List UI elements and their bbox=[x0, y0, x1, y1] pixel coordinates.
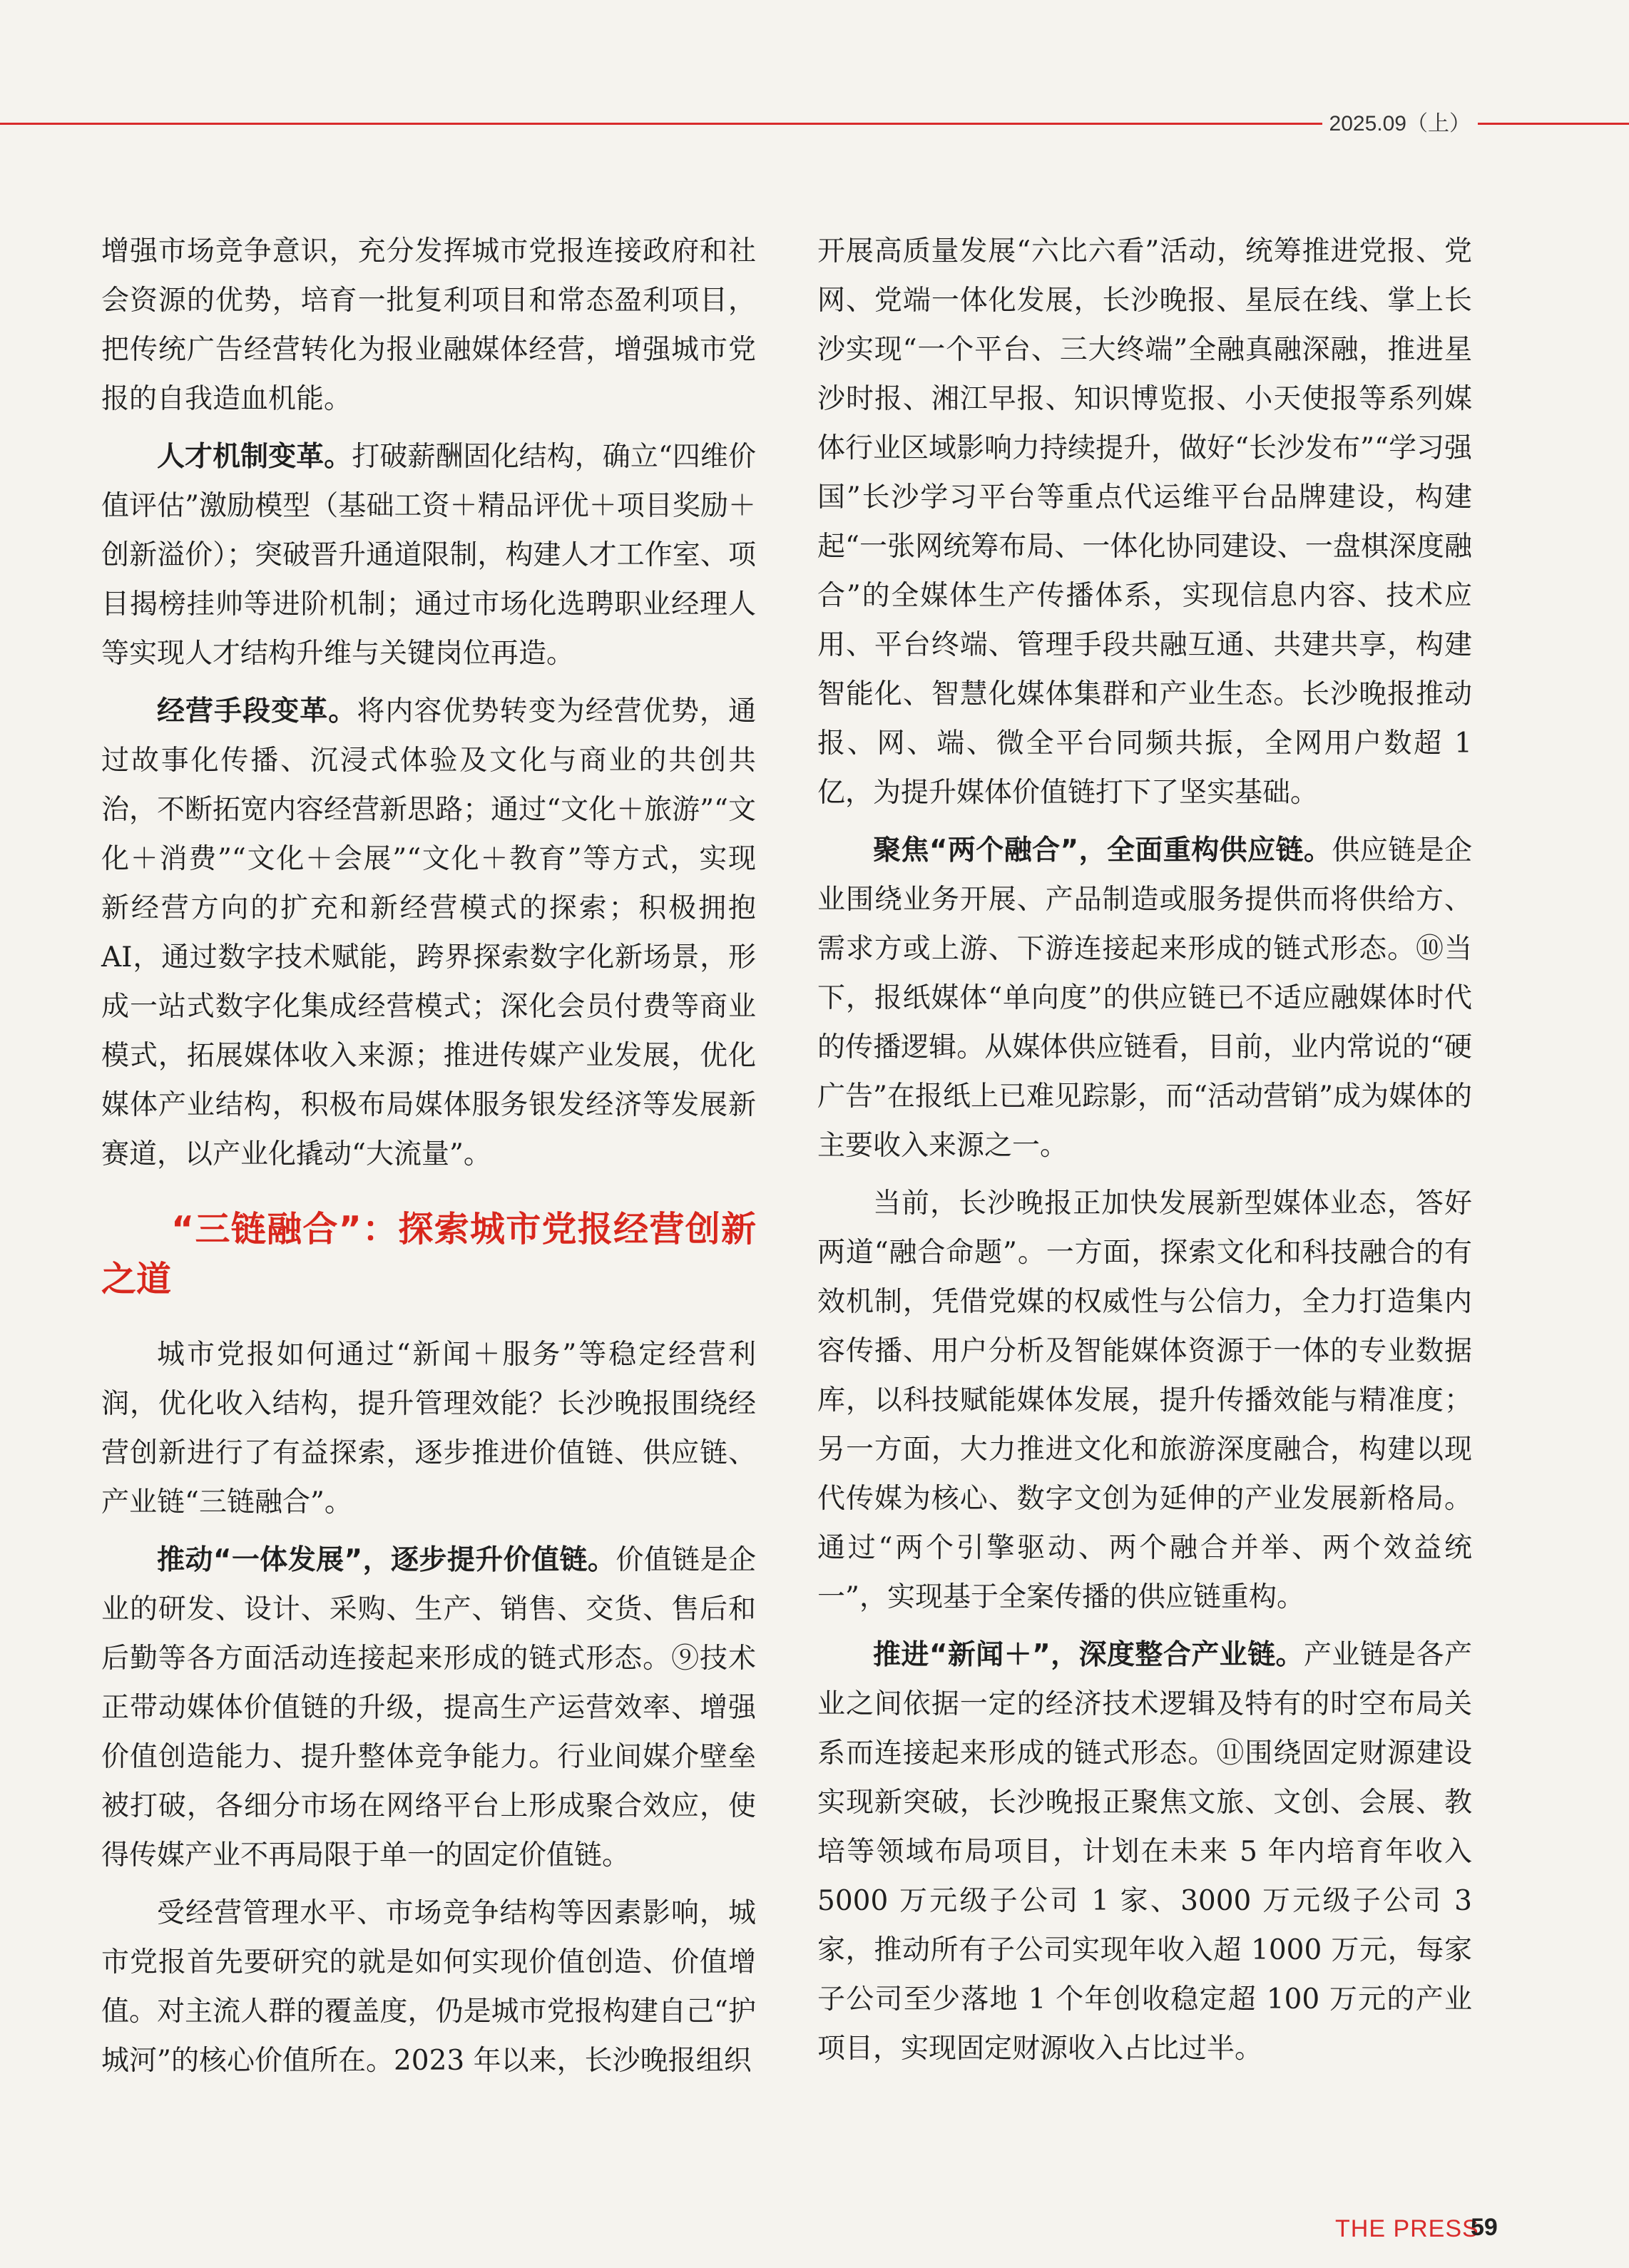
paragraph-lead: 经营手段变革。 bbox=[157, 695, 357, 727]
paragraph: 开展高质量发展“六比六看”活动，统筹推进党报、党网、党端一体化发展，长沙晚报、星辰在线、掌上长沙实现“一个平台、三大终端”全融真融深融，推进星沙时报、湘江早报、知识博览报、小天使报等系列媒体行业区域影响力持续提升，做好“长沙发布”“学习强国”长沙学习平台等重点代运维平台品牌建设，构建起“一张网统筹布局、一体化协同建设、一盘棋深度融合”的全媒体生产传播体系，实现信息内容、技术应用、平台终端、管理手段共融互通、共建共享，构建智能化、智慧化媒体集群和产业生态。长沙晚报推动报、网、端、微全平台同频共振，全网用户数超 1 亿，为提升媒体价值链打下了坚实基础。 bbox=[817, 235, 1472, 809]
issue-date: 2025.09（上） bbox=[1322, 106, 1478, 137]
paragraph: 增强市场竞争意识，充分发挥城市党报连接政府和社会资源的优势，培育一批复利项目和常态盈利项目，把传统广告经营转化为报业融媒体经营，增强城市党报的自我造血机能。 bbox=[101, 235, 756, 415]
paragraph-lead: 人才机制变革。 bbox=[157, 441, 352, 473]
paragraph: 人才机制变革。打破薪酬固化结构，确立“四维价值评估”激励模型（基础工资＋精品评优＋项目奖励＋创新溢价）；突破晋升通道限制，构建人才工作室、项目揭榜挂帅等进阶机制；通过市场化选聘职业经理人等实现人才结构升维与关键岗位再造。 bbox=[101, 441, 756, 670]
left-column bbox=[101, 227, 756, 2094]
footer-brand: THE PRESS bbox=[1335, 2215, 1479, 2242]
paragraph: 当前，长沙晚报正加快发展新型媒体业态，答好两道“融合命题”。一方面，探索文化和科技融合的有效机制，凭借党媒的权威性与公信力，全力打造集内容传播、用户分析及智能媒体资源于一体的专业数据库，以科技赋能媒体发展，提升传播效能与精准度；另一方面，大力推进文化和旅游深度融合，构建以现代传媒为核心、数字文创为延伸的产业发展新格局。通过“两个引擎驱动、两个融合并举、两个效益统一”，实现基于全案传播的供应链重构。 bbox=[817, 1187, 1472, 1613]
paragraph: 推动“一体发展”，逐步提升价值链。价值链是企业的研发、设计、采购、生产、销售、交货、售后和后勤等各方面活动连接起来形成的链式形态。⑨技术正带动媒体价值链的升级，提高生产运营效率、增强价值创造能力、提升整体竞争能力。行业间媒介壁垒被打破，各细分市场在网络平台上形成聚合效应，使得传媒产业不再局限于单一的固定价值链。 bbox=[101, 1544, 756, 1871]
paragraph: 经营手段变革。将内容优势转变为经营优势，通过故事化传播、沉浸式体验及文化与商业的共创共治，不断拓宽内容经营新思路；通过“文化＋旅游”“文化＋消费”“文化＋会展”“文化＋教育”等方式，实现新经营方向的扩充和新经营模式的探索；积极拥抱 AI，通过数字技术赋能，跨界探索数字化新场景，形成一站式数字化集成经营模式；深化会员付费等商业模式，拓展媒体收入来源；推进传媒产业发展，优化媒体产业结构，积极布局媒体服务银发经济等发展新赛道，以产业化撬动“大流量”。 bbox=[101, 695, 756, 1170]
paragraph: 城市党报如何通过“新闻＋服务”等稳定经营利润，优化收入结构，提升管理效能？长沙晚报围绕经营创新进行了有益探索，逐步推进价值链、供应链、产业链“三链融合”。 bbox=[101, 1339, 756, 1518]
page-number: 59 bbox=[1471, 2214, 1498, 2241]
paragraph: 聚焦“两个融合”，全面重构供应链。供应链是企业围绕业务开展、产品制造或服务提供而将供给方、需求方或上游、下游连接起来形成的链式形态。⑩当下，报纸媒体“单向度”的供应链已不适应融媒体时代的传播逻辑。从媒体供应链看，目前，业内常说的“硬广告”在报纸上已难见踪影，而“活动营销”成为媒体的主要收入来源之一。 bbox=[817, 834, 1472, 1162]
paragraph-lead: 聚焦“两个融合”，全面重构供应链。 bbox=[873, 834, 1332, 867]
right-column bbox=[817, 227, 1472, 2082]
paragraph: 受经营管理水平、市场竞争结构等因素影响，城市党报首先要研究的就是如何实现价值创造、价值增值。对主流人群的覆盖度，仍是城市党报构建自己“护城河”的核心价值所在。2023 年以来，长沙晚报组织 bbox=[101, 1897, 756, 2077]
paragraph: 推进“新闻＋”，深度整合产业链。产业链是各产业之间依据一定的经济技术逻辑及特有的时空布局关系而连接起来形成的链式形态。⑪围绕固定财源建设实现新突破，长沙晚报正聚焦文旅、文创、会展、教培等领域布局项目，计划在未来 5 年内培育年收入 5000 万元级子公司 1 家、3000 万元级子公司 3 家，推动所有子公司实现年收入超 1000 万元，每家子公司至少落地 1 个年创收稳定超 100 万元的产业项目，实现固定财源收入占比过半。 bbox=[817, 1639, 1472, 2065]
section-heading: “三链融合”：探索城市党报经营创新之道 bbox=[101, 1209, 756, 1299]
paragraph-lead: 推动“一体发展”，逐步提升价值链。 bbox=[157, 1544, 616, 1576]
paragraph-lead: 推进“新闻＋”，深度整合产业链。 bbox=[873, 1639, 1304, 1671]
